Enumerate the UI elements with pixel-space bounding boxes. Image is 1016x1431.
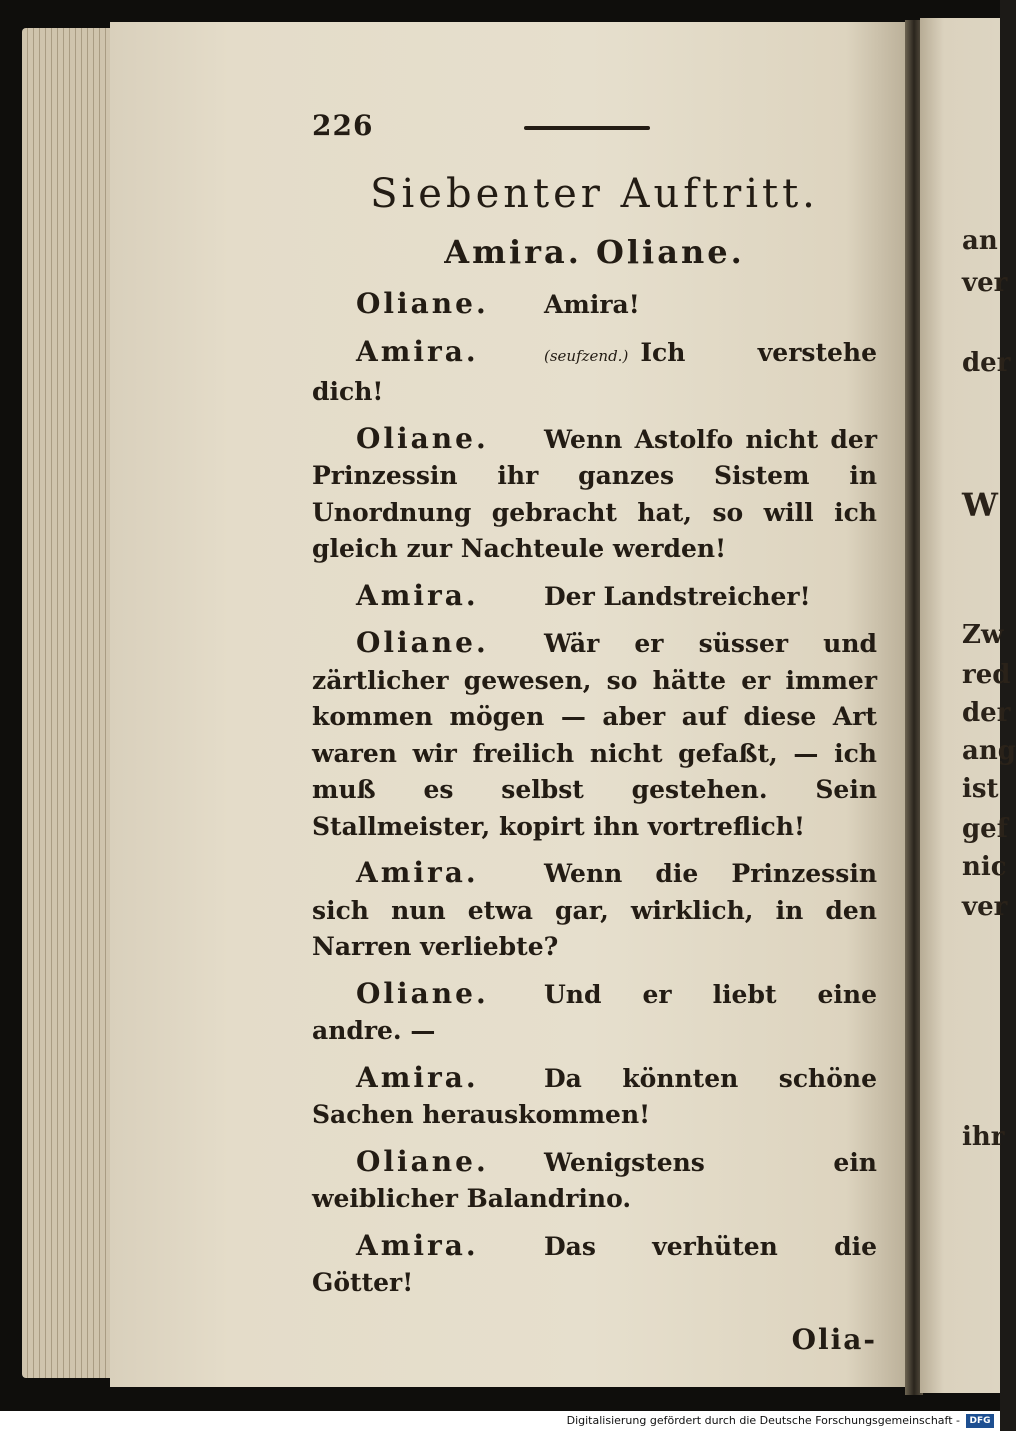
page-header — [312, 100, 877, 148]
right-page-fragment: Zw — [962, 620, 1004, 650]
speech-text: Und er liebt eine andre. — — [312, 979, 877, 1045]
dfg-logo-icon: DFG — [966, 1414, 994, 1428]
right-page-fragment: an — [962, 226, 998, 256]
scene-title: Siebenter Auftritt. — [370, 171, 819, 217]
cast-list: Amira. Oliane. — [444, 233, 745, 271]
right-page-fragment: ver — [962, 268, 1008, 298]
speech-text: Wenigstens ein weiblicher Balandrino. — [312, 1147, 877, 1213]
speaker-name: Oliane. — [356, 976, 489, 1010]
speech — [312, 1060, 877, 1134]
right-page — [920, 18, 1016, 1393]
speaker-name: Amira. — [356, 578, 479, 612]
right-page-fragment: red — [962, 660, 1011, 690]
speech — [312, 976, 877, 1050]
right-page-fragment: W — [962, 486, 998, 524]
right-page-fragment: ver — [962, 892, 1008, 922]
speech — [312, 1144, 877, 1218]
speaker-name: Amira. — [356, 856, 479, 889]
right-page-fragment: der — [962, 698, 1011, 728]
funding-credit: Digitalisierung gefördert durch die Deutsche Forschungsgemeinschaft - — [566, 1414, 960, 1427]
speech — [312, 625, 877, 845]
speech-text: Wenn die Prinzessin sich nun etwa gar, wirklich, in den Narren verliebte? — [312, 859, 877, 961]
speech — [312, 1228, 877, 1302]
header-rule — [524, 126, 650, 130]
speech — [312, 578, 877, 616]
speech-text: Ich verstehe dich! — [312, 337, 877, 406]
speech-text: Das verhüten die Götter! — [312, 1231, 877, 1297]
right-page-fragment: ihr — [962, 1122, 1005, 1152]
right-page-fragment: gef — [962, 814, 1008, 844]
speech-text: Da könnten schöne Sachen herauskommen! — [312, 1063, 877, 1129]
page-number: 226 — [312, 109, 374, 142]
right-page-fragment: ang — [962, 736, 1016, 766]
speech-text: Der Landstreicher! — [544, 581, 811, 611]
stage-direction: (seufzend.) — [544, 346, 629, 365]
speaker-name: Oliane. — [356, 421, 489, 455]
speech-text: Wenn Astolfo nicht der Prinzessin ihr ganzes Sistem in Unordnung gebracht hat, so will ich gleich zur Nachteule werden! — [312, 424, 877, 563]
speaker-name: Amira. — [356, 334, 479, 368]
speech — [312, 286, 877, 324]
speech-text: Amira! — [544, 290, 640, 319]
right-page-fragment: nic — [962, 852, 1007, 882]
speaker-name: Amira. — [356, 1228, 479, 1262]
speech-text: Wär er süsser und zärtlicher gewesen, so hätte er immer kommen mögen — aber auf diese Art waren wir freilich nicht gefaßt, — ich muß es selbst gestehen. Sein Stallmeister, kopirt ihn vortreflich! — [312, 629, 877, 841]
catchword: Olia- — [791, 1322, 877, 1356]
speech — [312, 421, 877, 568]
speech — [312, 855, 877, 966]
footer-bar — [0, 1411, 1000, 1431]
speaker-name: Oliane. — [356, 1144, 489, 1178]
speaker-name: Amira. — [356, 1060, 479, 1094]
right-page-fragment: der — [962, 348, 1011, 378]
speech — [312, 334, 877, 411]
right-page-fragment: ist — [962, 774, 999, 804]
speaker-name: Oliane. — [356, 287, 489, 320]
speaker-name: Oliane. — [356, 626, 489, 659]
page-text — [312, 100, 877, 1358]
